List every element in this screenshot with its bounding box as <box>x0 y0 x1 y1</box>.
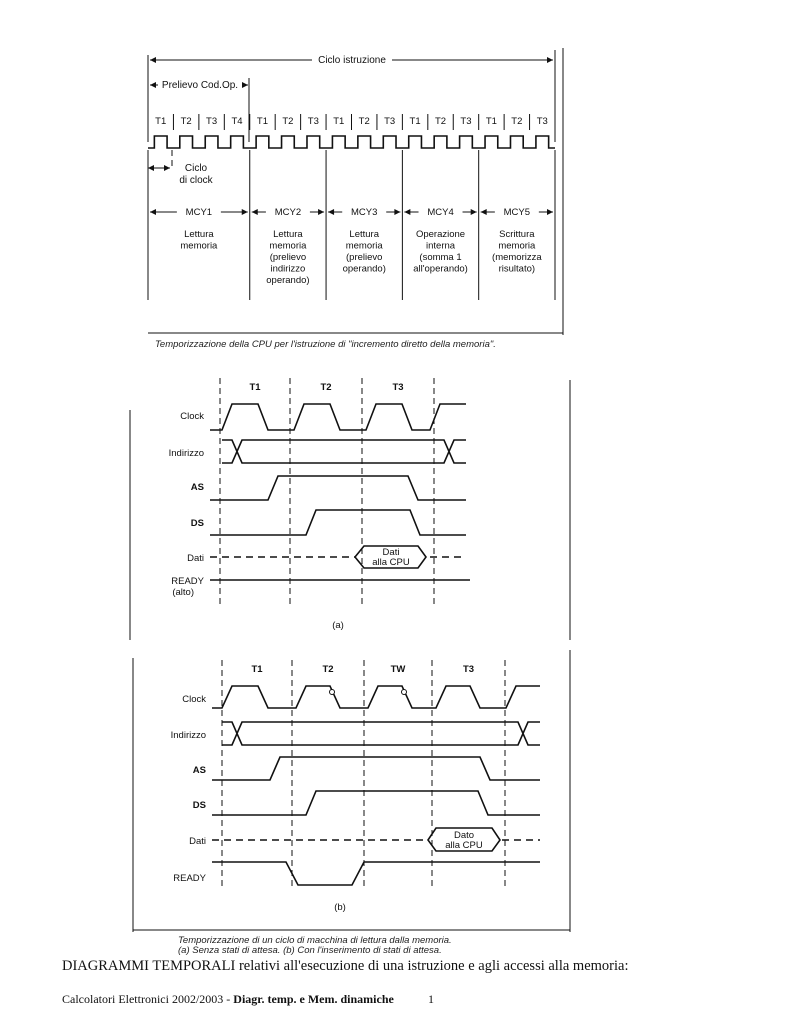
mcy-description: indirizzo <box>270 263 306 275</box>
signal-label: READY <box>171 576 204 587</box>
data-box-label: Dati <box>382 547 400 558</box>
t-state-label: T3 <box>536 116 548 127</box>
figure-sublabel: (a) <box>332 620 344 631</box>
mcy-label: MCY4 <box>427 207 454 218</box>
fig1-caption: Temporizzazione della CPU per l'istruzione di "incremento diretto della memoria". <box>155 339 496 350</box>
clock-waveform <box>210 404 466 430</box>
t-state-label: T1 <box>333 116 345 127</box>
signal-label: Indirizzo <box>168 448 204 459</box>
data-box-label: alla CPU <box>372 557 410 568</box>
data-box-label: Dato <box>453 830 475 841</box>
t-state-label: T1 <box>485 116 497 127</box>
signal-label: DS <box>192 800 206 811</box>
arrowhead <box>394 209 400 215</box>
arrowhead <box>150 57 156 63</box>
mcy-label: MCY5 <box>503 207 531 218</box>
signal-label: AS <box>192 765 206 776</box>
address-waveform <box>222 440 466 463</box>
as-waveform <box>212 757 540 780</box>
data-box-label: alla CPU <box>445 840 483 851</box>
t-state-label: T1 <box>256 116 269 127</box>
mcy-description: memoria <box>269 240 307 252</box>
arrowhead <box>318 209 324 215</box>
clock-waveform <box>212 686 540 708</box>
signal-label: Dati <box>187 553 204 564</box>
ds-waveform <box>210 510 466 535</box>
mcy-description: Lettura <box>273 229 303 240</box>
arrowhead <box>547 57 553 63</box>
signal-label: AS <box>190 482 204 493</box>
t-state-label: T2 <box>282 116 294 127</box>
t-state-label: T1 <box>409 116 421 127</box>
mcy-label: MCY3 <box>351 207 378 218</box>
signal-label: READY <box>173 873 206 884</box>
signal-label: Clock <box>182 694 206 705</box>
figure-sublabel: (b) <box>334 902 346 913</box>
clock-period-label-2: di clock <box>179 175 213 186</box>
read-cycle-no-wait <box>130 378 570 640</box>
t-state-label: TW <box>390 664 406 675</box>
mcy-description: (memorizza <box>492 252 542 263</box>
t-state-label: T1 <box>249 382 261 393</box>
t-state-label: T3 <box>392 382 404 393</box>
page-title: DIAGRAMMI TEMPORALI relativi all'esecuzione di una istruzione e agli accessi alla memoria: <box>62 958 629 974</box>
arrowhead <box>252 209 258 215</box>
arrowhead <box>148 165 154 171</box>
arrowhead <box>471 209 477 215</box>
wait-marker <box>330 690 335 695</box>
t-state-label: T4 <box>231 116 243 127</box>
mcy-description: operando) <box>266 275 310 286</box>
arrowhead <box>150 209 156 215</box>
mcy-description: risultato) <box>498 263 536 275</box>
wait-marker <box>402 690 407 695</box>
clock-waveform <box>148 136 555 148</box>
address-waveform <box>222 722 540 745</box>
course-name: Calcolatori Elettronici 2002/2003 - <box>62 992 234 1006</box>
t-state-labels <box>155 114 548 130</box>
t-state-label: T2 <box>434 116 447 127</box>
mcy-description: (prelievo <box>269 252 307 263</box>
read-cycle-with-wait <box>133 650 570 956</box>
t-state-label: T2 <box>358 116 370 127</box>
mcy-label: MCY2 <box>274 207 302 218</box>
arrowhead <box>164 165 170 171</box>
instruction-cycle-diagram <box>148 48 563 335</box>
mcy-description: operando) <box>342 263 386 275</box>
signal-sublabel: (alto) <box>172 587 194 598</box>
t-state-label: T3 <box>206 116 218 127</box>
t-state-label: T1 <box>155 116 167 127</box>
mcy-description: memoria <box>345 240 383 252</box>
ready-waveform <box>212 862 540 885</box>
t-state-label: T2 <box>180 116 192 127</box>
mcy-description: Lettura <box>184 229 214 240</box>
mcy-description: all'operando) <box>413 263 468 275</box>
clock-period-label-1: Ciclo <box>184 163 208 174</box>
arrowhead <box>242 82 248 88</box>
t-state-label: T2 <box>511 116 523 127</box>
mcy-description: Operazione <box>415 229 466 240</box>
t-state-label: T3 <box>462 664 475 675</box>
signal-label: Indirizzo <box>170 730 206 741</box>
topic-name: Diagr. temp. e Mem. dinamiche <box>233 992 394 1006</box>
mcy-description: Lettura <box>349 229 380 240</box>
arrowhead <box>150 82 156 88</box>
arrowhead <box>481 209 487 215</box>
arrowhead <box>242 209 248 215</box>
cycle-label: Ciclo istruzione <box>318 55 386 66</box>
ds-waveform <box>212 791 540 815</box>
fig3-caption-1: Temporizzazione di un ciclo di macchina di lettura dalla memoria. <box>178 935 452 946</box>
page-number: 1 <box>428 992 434 1006</box>
arrowhead <box>404 209 410 215</box>
t-state-label: T3 <box>460 116 472 127</box>
arrowhead <box>547 209 553 215</box>
arrowhead <box>328 209 334 215</box>
mcy-description: Scrittura <box>499 229 535 240</box>
t-state-label: T2 <box>322 664 334 675</box>
t-state-label: T3 <box>307 116 319 127</box>
mcy-label: MCY1 <box>185 207 213 218</box>
signal-label: Dati <box>189 836 206 847</box>
signal-label: Clock <box>180 411 204 422</box>
as-waveform <box>210 476 466 500</box>
mcy-description: interna <box>426 240 456 252</box>
fig3-caption-2: (a) Senza stati di attesa. (b) Con l'inserimento di stati di attesa. <box>178 945 442 956</box>
machine-cycles <box>148 150 555 300</box>
signal-label: DS <box>190 518 204 529</box>
t-state-label: T2 <box>320 382 332 393</box>
page-footer <box>62 992 394 1007</box>
mcy-description: (somma 1 <box>419 252 462 263</box>
mcy-description: (prelievo <box>346 252 383 263</box>
t-state-label: T1 <box>251 664 263 675</box>
fetch-label: Prelievo Cod.Op. <box>161 80 239 91</box>
mcy-description: memoria <box>180 240 218 252</box>
mcy-description: memoria <box>498 240 536 252</box>
t-state-label: T3 <box>384 116 396 127</box>
